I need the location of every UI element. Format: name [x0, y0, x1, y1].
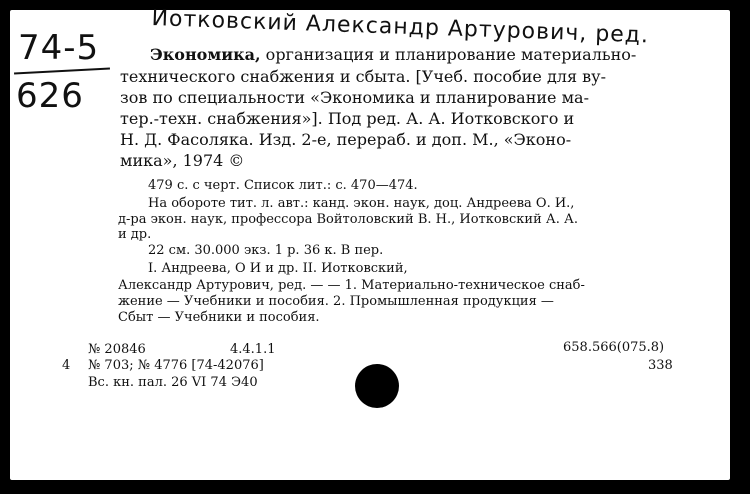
line-1: технического снабжения и сбыта. [Учеб. пособие для ву-: [120, 67, 606, 86]
line-0: организация и планирование материально-: [260, 45, 637, 64]
footer-page: 338: [648, 358, 673, 373]
call-number-top: 74-5: [18, 28, 100, 68]
handwritten-author: Иотковский Александр Артурович, ред.: [151, 6, 650, 49]
footer-line3: Вс. кн. пал. 26 VI 74 Э40: [88, 375, 258, 390]
call-number-bottom: 626: [16, 76, 84, 116]
line-5: мика», 1974 ©: [120, 151, 245, 170]
line-7: На обороте тит. л. авт.: канд. экон. наук, доц. Андреева О. И.,: [148, 196, 575, 211]
line-2: зов по специальности «Экономика и планирование ма-: [120, 88, 589, 107]
line-8: д-ра экон. наук, профессора Войтоловский В. Н., Иотковский А. А.: [118, 212, 578, 227]
footer-code1: 4.4.1.1: [230, 342, 276, 357]
footer-prefix: 4: [62, 358, 71, 373]
line-12: Александр Артурович, ред. — — 1. Материально-техническое снаб-: [118, 278, 585, 293]
footer-num1: № 20846: [88, 342, 146, 357]
title-line: [150, 45, 636, 64]
line-3: тер.-техн. снабжения»]. Под ред. А. А. Иотковского и: [120, 109, 575, 128]
line-4: Н. Д. Фасоляка. Изд. 2-е, перераб. и доп. М., «Эконо-: [120, 130, 572, 149]
line-14: Сбыт — Учебники и пособия.: [118, 310, 320, 325]
line-6: 479 с. с черт. Список лит.: с. 470—474.: [148, 178, 418, 193]
line-13: жение — Учебники и пособия. 2. Промышленная продукция —: [118, 294, 554, 309]
title-bold: Экономика,: [150, 45, 261, 64]
footer-num2: № 703; № 4776 [74-42076]: [88, 358, 264, 373]
punch-hole: [355, 364, 399, 408]
line-10: 22 см. 30.000 экз. 1 р. 36 к. В пер.: [148, 243, 384, 258]
footer-udc: 658.566(075.8): [563, 340, 665, 355]
line-11: I. Андреева, О И и др. II. Иотковский,: [148, 261, 408, 276]
line-9: и др.: [118, 227, 152, 242]
